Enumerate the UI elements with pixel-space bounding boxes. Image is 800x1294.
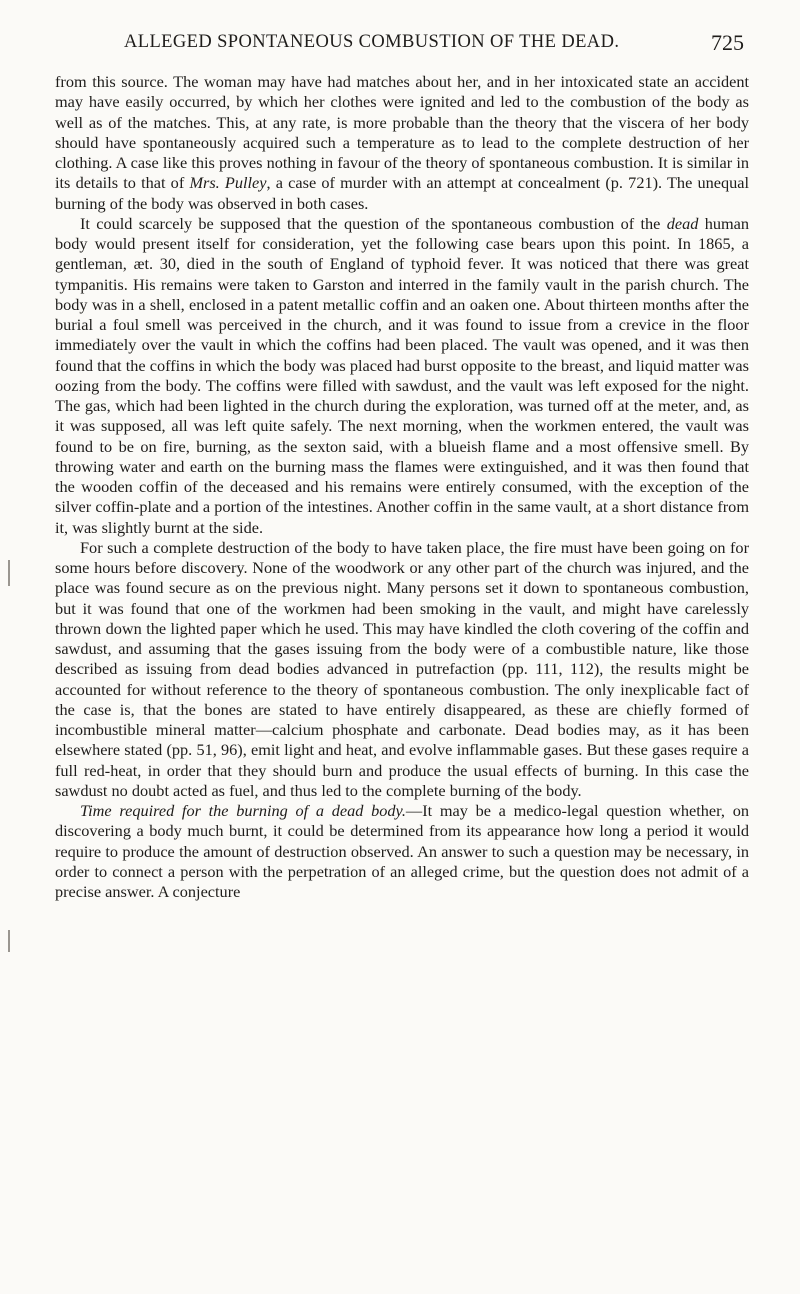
page-edge-mark: [8, 560, 10, 586]
page-edge-mark: [8, 930, 10, 952]
running-head: ALLEGED SPONTANEOUS COMBUSTION OF THE DEAD.: [124, 32, 620, 52]
text-segment: , a case of murder with an attempt at concealment (p. 721). The unequal burning of the body was observed in both cases.: [55, 173, 750, 213]
text-segment: —It may be a medico-legal question whether, on discovering a body much burnt, it could be determined from its appearance how long a period it would require to produce the amount of destruction observed. An answer to such a question may be necessary, in order to connect a person with the perpetration of an alleged crime, but the question does not admit of a precise answer. A conjecture: [55, 801, 749, 901]
page-number: 725: [711, 30, 744, 55]
section-heading-time-required: Time required for the burning of a dead body.: [80, 801, 406, 820]
paragraph-1: [55, 72, 749, 214]
text-segment: For such a complete destruction of the body to have taken place, the fire must have been going on for some hours before discovery. None of the woodwork or any other part of the church was injured, and the place was found secure as on the previous night. Many persons set it down to spontaneous combustion, but it was found that one of the workmen had been smoking in the vault, and might have carelessly thrown down the lighted paper which he used. This may have kindled the cloth covering of the coffin and sawdust, and assuming that the gases issuing from the body were of a combustible nature, like those described as issuing from dead bodies advanced in putrefaction (pp. 111, 112), the results might be accounted for without reference to the theory of spontaneous combustion. The only inexplicable fact of the case is, that the bones are stated to have entirely disappeared, as these are chiefly formed of incombustible mineral matter—calcium phosphate and carbonate. Dead bodies may, as it has been elsewhere stated (pp. 51, 96), emit light and heat, and evolve inflammable gases. But these gases require a full red-heat, in order that they should burn and produce the usual effects of burning. In this case the sawdust no doubt acted as fuel, and thus led to the complete burning of the body.: [55, 537, 749, 800]
italic-name-mrs-pulley: Mrs. Pulley: [189, 173, 267, 193]
body-text: [55, 72, 749, 902]
page-header: [120, 30, 744, 60]
paragraph-3: [55, 538, 749, 801]
text-segment: It could scarcely be supposed that the question of the spontaneous combustion of the: [80, 213, 667, 233]
paragraph-2: [55, 214, 749, 538]
text-segment: human body would present itself for consideration, yet the following case bears upon this point. In 1865, a gentleman, æt. 30, died in the south of England of typhoid fever. It was noticed that there was great tympanitis. His remains were taken to Garston and interred in the family vault in the parish church. The body was in a shell, enclosed in a patent metallic coffin and an oaken one. About thirteen months after the burial a foul smell was perceived in the church, and it was found to issue from a crevice in the floor immediately over the vault in which the coffins had been placed. The vault was opened, and it was then found that the coffins in which the body was placed had burst opposite to the breast, and liquid matter was oozing from the body. The coffins were filled with sawdust, and the vault was left exposed for the night. The gas, which had been lighted in the church during the exploration, was turned off at the meter, and, as it was supposed, all was left quite safely. The next morning, when the workmen entered, the vault was found to be on fire, burning, as the sexton said, with a blueish flame and a most offensive smell. By throwing water and earth on the burning mass the flames were extinguished, and it was then found that the wooden coffin of the deceased and his remains were entirely consumed, with the exception of the silver coffin-plate and a portion of the intestines. Another coffin in the same vault, at a short distance from it, was slightly burnt at the side.: [55, 213, 750, 537]
italic-word-dead: dead: [666, 213, 699, 233]
text-segment: from this source. The woman may have had matches about her, and in her intoxicated state an accident may have easily occurred, by which her clothes were ignited and led to the combustion of the body as well as of the matches. This, at any rate, is more probable than the theory that the viscera of her body should have spontaneously acquired such a temperature as to lead to the complete destruction of her clothing. A case like this proves nothing in favour of the theory of spontaneous combustion. It is similar in its details to that of: [55, 72, 749, 193]
paragraph-4: [55, 801, 749, 902]
